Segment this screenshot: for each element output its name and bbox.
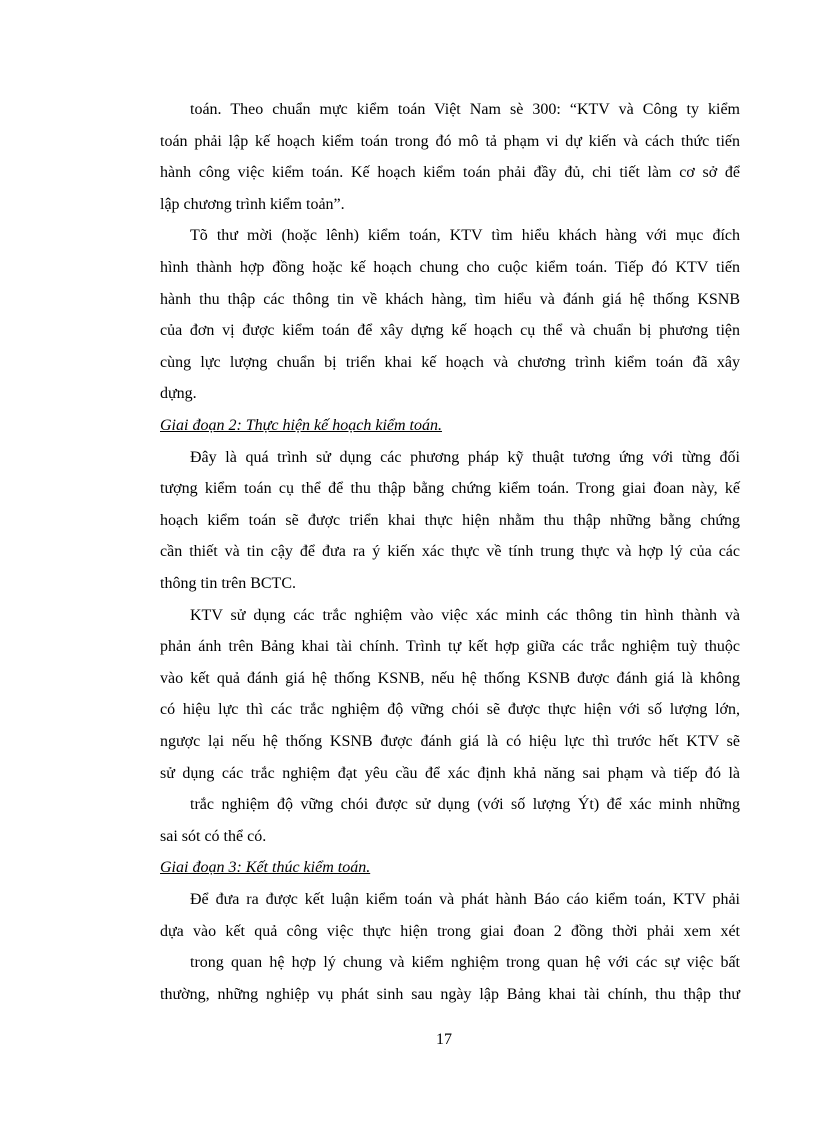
text-line: Tõ thư mời (hoặc lênh) kiểm toán, KTV tìm hiểu khách hàng với mục đích — [190, 227, 740, 244]
text-line: hành thu thập các thông tin về khách hàng, tìm hiểu và đánh giá hệ thống KSNB — [160, 291, 740, 308]
text-line: Để đưa ra được kết luận kiểm toán và phát hành Báo cáo kiểm toán, KTV phải — [190, 891, 740, 908]
text-line: của đơn vị được kiểm toán để xây dựng kế hoạch cụ thể và chuẩn bị phương tiện — [160, 322, 740, 339]
text-line: tượng kiểm toán cụ thể để thu thập bằng chứng kiểm toán. Trong giai đoan này, kế — [160, 480, 740, 497]
text-line: có hiệu lực thì các trắc nghiệm độ vững chói sẽ được thực hiện với số lượng lớn, — [160, 701, 740, 718]
text-line: thông tin trên BCTC. — [160, 575, 296, 592]
text-line: KTV sử dụng các trắc nghiệm vào việc xác minh các thông tin hình thành và — [190, 607, 740, 624]
text-line: toán. Theo chuẩn mực kiểm toán Việt Nam sè 300: “KTV và Công ty kiểm — [190, 101, 740, 118]
text-line: toán phải lập kế hoạch kiểm toán trong đó mô tả phạm vi dự kiến và cách thức tiến — [160, 133, 740, 150]
text-line: sử dụng các trắc nghiệm đạt yêu cầu để xác định khả năng sai phạm và tiếp đó là — [160, 765, 740, 782]
text-line: hành công việc kiểm toán. Kế hoạch kiểm toán phải đầy đủ, chi tiết làm cơ sở để — [160, 164, 740, 181]
section-heading: Giai đoạn 3: Kết thúc kiểm toán. — [160, 859, 371, 876]
text-line: trong quan hệ hợp lý chung và kiểm nghiệm trong quan hệ với các sự việc bất — [190, 954, 740, 971]
text-line: hình thành hợp đồng hoặc kế hoạch chung cho cuộc kiểm toán. Tiếp đó KTV tiến — [160, 259, 740, 276]
page-number: 17 — [436, 1031, 452, 1048]
section-heading: Giai đoạn 2: Thực hiện kế hoạch kiểm toán. — [160, 417, 442, 434]
text-line: hoạch kiểm toán sẽ được triển khai thực hiện nhằm thu thập những bằng chứng — [160, 512, 740, 529]
text-line: cùng lực lượng chuẩn bị triển khai kế hoạch và chương trình kiểm toán đã xây — [160, 354, 740, 371]
text-line: dựa vào kết quả công việc thực hiện trong giai đoan 2 đồng thời phải xem xét — [160, 923, 740, 940]
text-line: lập chương trình kiểm toản”. — [160, 196, 345, 213]
text-line: cần thiết và tin cậy để đưa ra ý kiến xác thực về tính trung thực và hợp lý của các — [160, 543, 740, 560]
text-line: vào kết quả đánh giá hệ thống KSNB, nếu hệ thống KSNB được đánh giá là không — [160, 670, 740, 687]
text-line: sai sót có thể có. — [160, 828, 267, 845]
text-line: dựng. — [160, 385, 197, 402]
text-line: trắc nghiệm độ vững chói được sử dụng (với số lượng Ýt) để xác minh những — [190, 796, 740, 813]
text-line: Đây là quá trình sử dụng các phương pháp kỹ thuật tương ứng với từng đối — [190, 449, 740, 466]
text-line: phản ánh trên Bảng khai tài chính. Trình tự kết hợp giữa các trắc nghiệm tuỳ thuộc — [160, 638, 740, 655]
text-line: thường, những nghiệp vụ phát sinh sau ngày lập Bảng khai tài chính, thu thập thư — [160, 986, 740, 1003]
text-line: ngược lại nếu hệ thống KSNB được đánh giá là có hiệu lực thì trước hết KTV sẽ — [160, 733, 740, 750]
